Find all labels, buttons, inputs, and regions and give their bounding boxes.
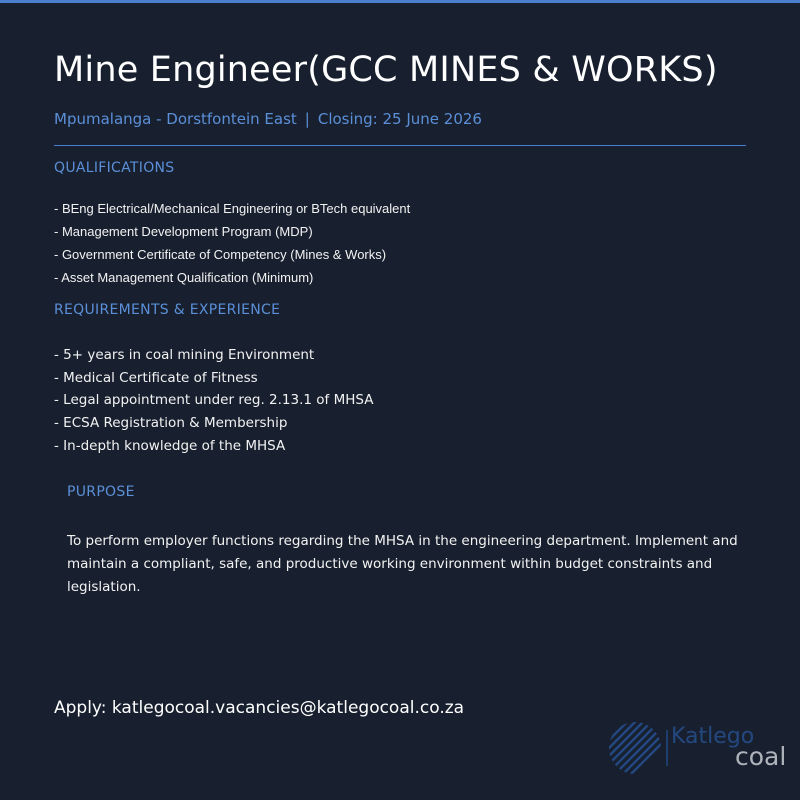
job-subheader	[54, 110, 482, 128]
katlego-coal-logo-icon	[605, 716, 669, 780]
subheader-separator: |	[304, 110, 310, 128]
qualifications-list	[54, 197, 410, 289]
job-title: Mine Engineer(GCC MINES & WORKS)	[54, 50, 718, 90]
qualification-item: - BEng Electrical/Mechanical Engineering or BTech equivalent	[54, 201, 411, 216]
closing-date: Closing: 25 June 2026	[317, 110, 482, 128]
requirements-list	[54, 344, 373, 458]
qualification-item: - Asset Management Qualification (Minimum)	[54, 270, 314, 285]
company-logo	[605, 716, 795, 780]
requirement-item: - Medical Certificate of Fitness	[54, 369, 258, 386]
requirement-item: - 5+ years in coal mining Environment	[54, 347, 315, 363]
apply-email-line[interactable]: Apply: katlegocoal.vacancies@katlegocoal.co.za	[54, 698, 465, 718]
top-accent-bar	[0, 0, 800, 3]
job-location: Mpumalanga - Dorstfontein East	[54, 110, 297, 128]
purpose-text: To perform employer functions regarding the MHSA in the engineering department. Implement and maintain a compliant, safe, and productive working environment within budget constraints and legislation.	[67, 533, 738, 595]
qualification-item: - Government Certificate of Competency (Mines & Works)	[54, 247, 387, 262]
qualifications-heading: QUALIFICATIONS	[54, 160, 175, 176]
logo-word-coal: coal	[735, 742, 787, 771]
purpose-heading: PURPOSE	[67, 484, 135, 500]
header-divider	[54, 145, 746, 146]
requirement-item: - ECSA Registration & Membership	[54, 415, 288, 432]
qualification-item: - Management Development Program (MDP)	[54, 224, 313, 239]
requirement-item: - In-depth knowledge of the MHSA	[54, 437, 286, 454]
requirement-item: - Legal appointment under reg. 2.13.1 of MHSA	[54, 392, 374, 409]
requirements-heading: REQUIREMENTS & EXPERIENCE	[54, 302, 281, 318]
logo-word-katlego: Katlego	[671, 724, 755, 749]
